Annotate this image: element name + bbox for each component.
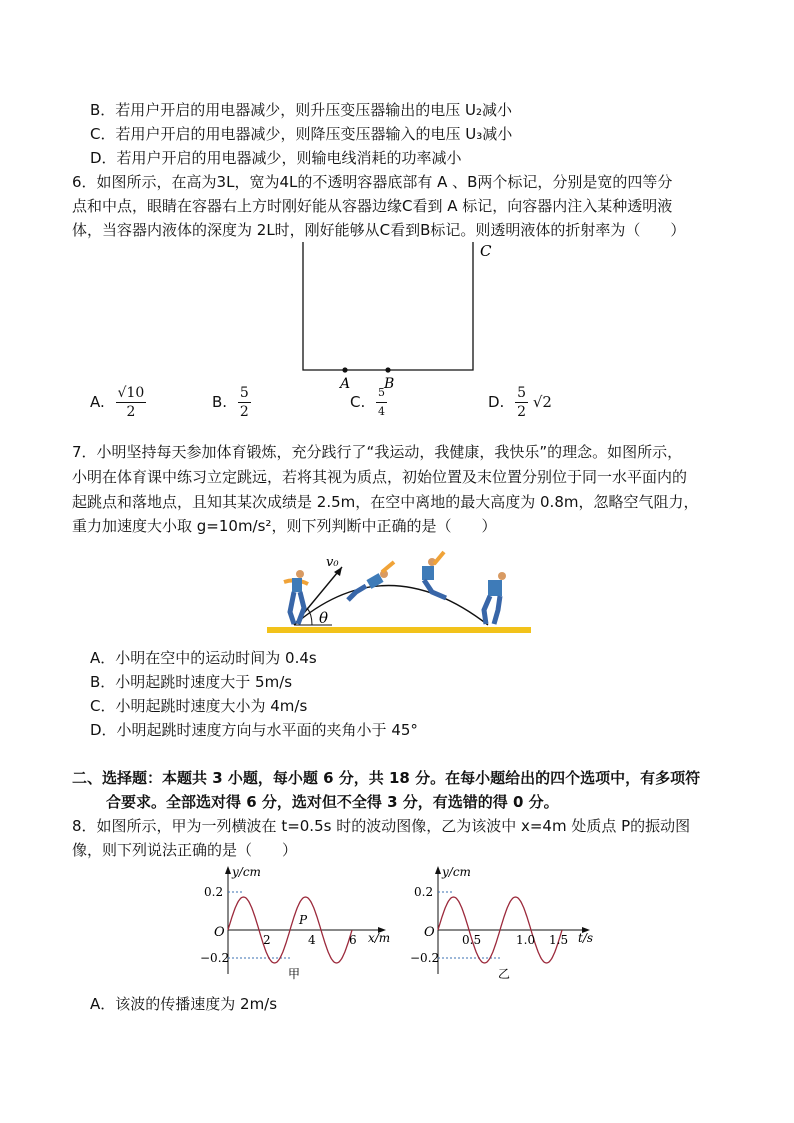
q8-vibration-graph-right: [406, 862, 606, 982]
label-theta: θ: [319, 609, 329, 627]
svg-text:0.2: 0.2: [204, 885, 224, 899]
label-c: C: [480, 242, 492, 260]
q6-option-d: D. $\frac{5}{2}$ √2: [488, 385, 552, 420]
q7-option-a: A．小明在空中的运动时间为 0.4s: [90, 649, 317, 667]
q6-option-c: C. $\frac{5}{4}$: [350, 386, 386, 418]
q5-option-b: B．若用户开启的用电器减少，则升压变压器输出的电压 U₂减小: [90, 101, 513, 119]
q6-stem-line3: 体，当容器内液体的深度为 2L时，刚好能够从C看到B标记。则透明液体的折射率为（ ）: [72, 221, 686, 239]
q7-option-c: C．小明起跳时速度大小为 4m/s: [90, 697, 308, 715]
jumper-figure-4: [484, 572, 506, 624]
svg-text:O: O: [424, 925, 435, 940]
section2-heading-line1: 二、选择题：本题共 3 小题，每小题 6 分，共 18 分。在每小题给出的四个选项中，有多项符: [72, 769, 701, 787]
label-b: B: [384, 376, 395, 392]
q6-option-a: A. $\frac{√10}{2}$: [90, 385, 145, 420]
svg-text:4: 4: [308, 933, 316, 947]
q7-stem-line3: 起跳点和落地点，且知其某次成绩是 2.5m，在空中离地的最大高度为 0.8m，忽略空气阻力，: [72, 493, 699, 511]
svg-text:y/cm: y/cm: [232, 865, 261, 879]
q7-stem-line1: 7．小明坚持每天参加体育锻炼，充分践行了“我运动，我健康，我快乐”的理念。如图所示，: [72, 443, 683, 461]
q5-option-c: C．若用户开启的用电器减少，则降压变压器输入的电压 U₃减小: [90, 125, 513, 143]
mark-b-dot: [385, 367, 390, 372]
q8-stem-line2: 像，则下列说法正确的是（ ）: [72, 841, 298, 859]
q8-wave-graph-left: [196, 862, 396, 982]
label-v0: v₀: [326, 555, 339, 570]
svg-text:y/cm: y/cm: [442, 865, 471, 879]
q7-option-d: D．小明起跳时速度方向与水平面的夹角小于 45°: [90, 721, 418, 739]
q6-stem-line1: 6．如图所示，在高为3L，宽为4L的不透明容器底部有 A 、B两个标记，分别是宽的四等分: [72, 173, 673, 191]
mark-a-dot: [342, 367, 347, 372]
q7-option-b: B．小明起跳时速度大于 5m/s: [90, 673, 293, 691]
label-a: A: [340, 376, 351, 392]
q6-option-b: B. $\frac{5}{2}$: [212, 385, 249, 420]
q8-stem-line1: 8．如图所示，甲为一列横波在 t=0.5s 时的波动图像，乙为该波中 x=4m 处质点 P的振动图: [72, 817, 691, 835]
q5-option-d: D．若用户开启的用电器减少，则输电线消耗的功率减小: [90, 149, 462, 167]
svg-text:6: 6: [349, 933, 357, 947]
point-p-label: P: [299, 913, 308, 927]
ground: [267, 627, 531, 633]
q8-option-a: A．该波的传播速度为 2m/s: [90, 995, 278, 1013]
svg-text:2: 2: [263, 933, 271, 947]
container-outline: [303, 242, 473, 370]
svg-text:−0.2: −0.2: [410, 951, 440, 965]
caption-jia: 甲: [288, 967, 301, 981]
jumper-figure-2: [348, 562, 394, 600]
svg-text:1.0: 1.0: [516, 933, 536, 947]
q7-stem-line2: 小明在体育课中练习立定跳远，若将其视为质点，初始位置及末位置分别位于同一水平面内的: [72, 468, 688, 486]
svg-text:t/s: t/s: [578, 931, 594, 945]
q7-long-jump-figure: [262, 546, 538, 640]
q7-stem-line4: 重力加速度大小取 g=10m/s²，则下列判断中正确的是（ ）: [72, 517, 497, 535]
svg-text:x/m: x/m: [368, 931, 391, 945]
q6-container-figure: [290, 236, 510, 396]
section2-heading-line2: 合要求。全部选对得 6 分，选对但不全得 3 分，有选错的得 0 分。: [106, 793, 559, 811]
svg-text:−0.2: −0.2: [200, 951, 230, 965]
q6-stem-line2: 点和中点，眼睛在容器右上方时刚好能从容器边缘C看到 A 标记，向容器内注入某种透明液: [72, 197, 673, 215]
svg-text:0.2: 0.2: [414, 885, 434, 899]
caption-yi: 乙: [498, 967, 511, 981]
svg-text:0.5: 0.5: [462, 933, 482, 947]
svg-text:1.5: 1.5: [549, 933, 569, 947]
svg-text:O: O: [214, 925, 225, 940]
